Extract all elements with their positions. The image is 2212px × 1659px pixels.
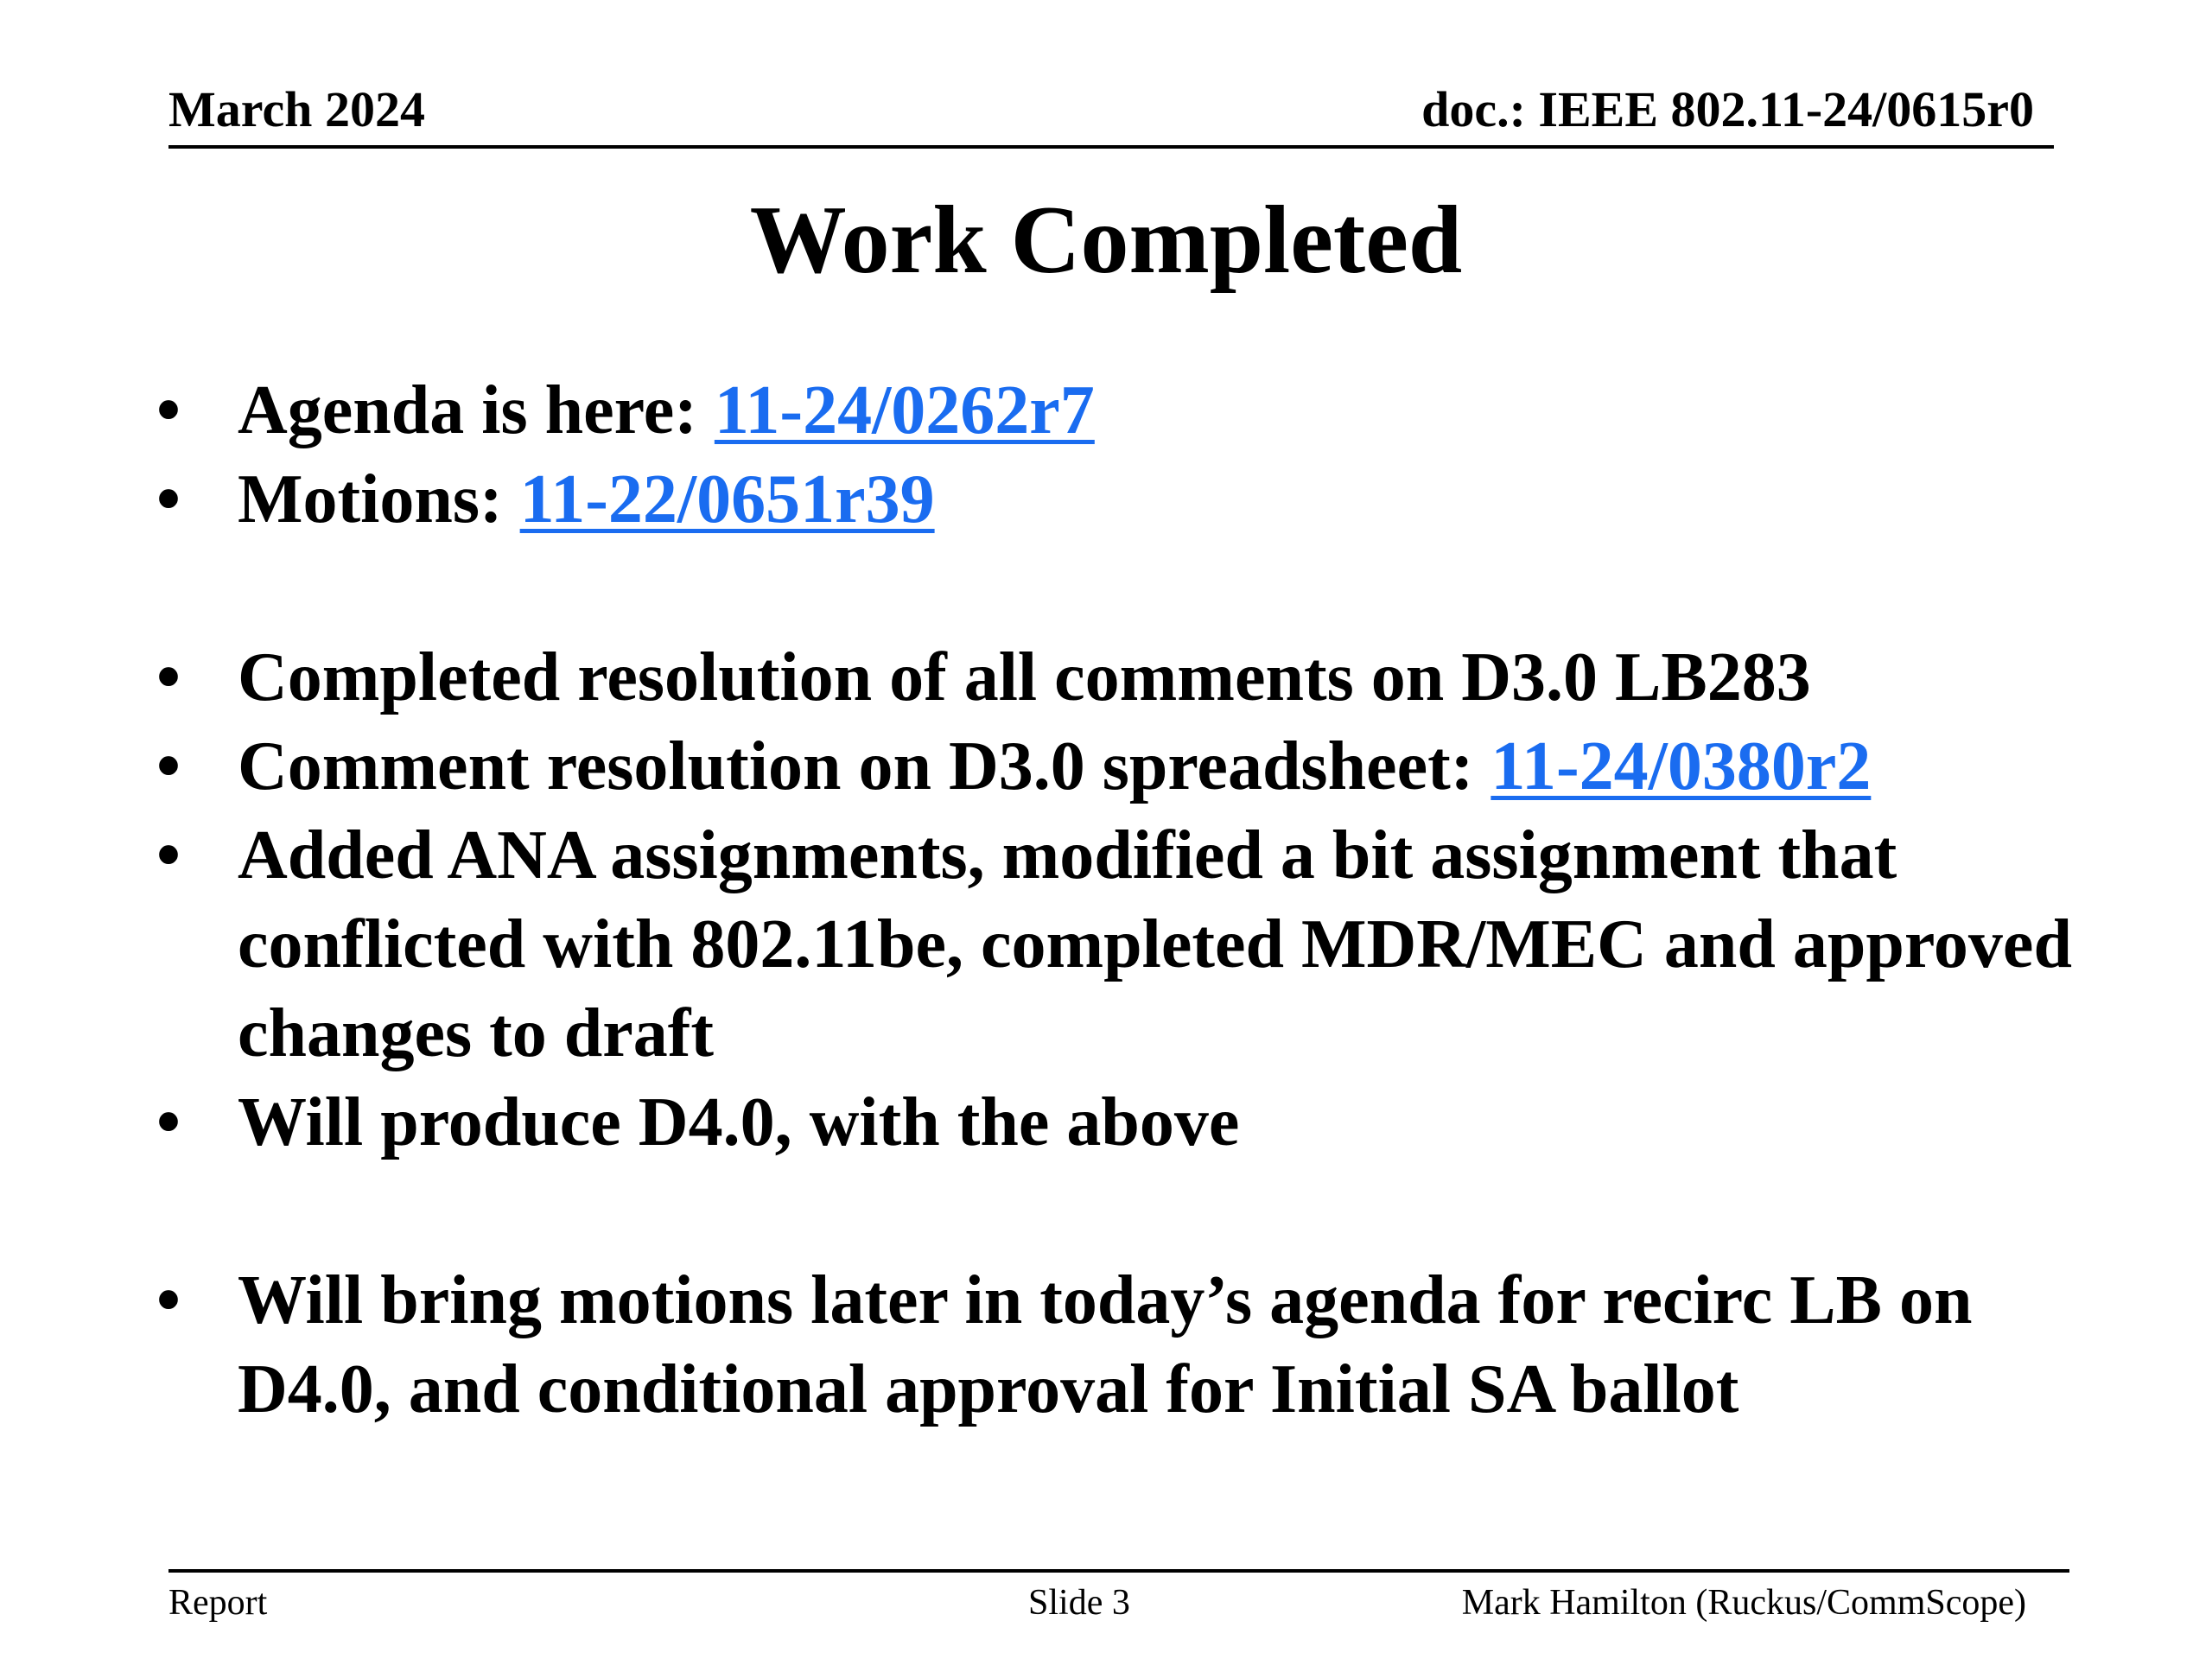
footer-rule xyxy=(168,1569,2069,1573)
motions-link[interactable]: 11-22/0651r39 xyxy=(519,461,935,537)
bullet-dot-icon: • xyxy=(156,1084,181,1160)
bullet-dot-icon: • xyxy=(156,372,181,448)
bullet-item-motions xyxy=(151,455,2121,544)
bullet-item-ana-assignments xyxy=(151,811,2121,1078)
bullet-text: Added ANA assignments, modified a bit assignment that conflicted with 802.11be, completed MDR/MEC and approved changes to draft xyxy=(238,817,2072,1071)
bullet-dot-icon: • xyxy=(156,639,181,715)
spreadsheet-link[interactable]: 11-24/0380r2 xyxy=(1491,728,1872,804)
footer-author: Mark Hamilton (Ruckus/CommScope) xyxy=(1461,1583,2026,1623)
footer-slide-number: Slide 3 xyxy=(1028,1583,1130,1623)
bullet-item-agenda xyxy=(151,366,2121,455)
bullet-dot-icon: • xyxy=(156,817,181,893)
header-date: March 2024 xyxy=(168,81,425,137)
footer-left: Report xyxy=(168,1583,268,1623)
bullet-text: Will produce D4.0, with the above xyxy=(238,1084,1240,1160)
bullet-item-produce-d4 xyxy=(151,1078,2121,1167)
bullet-dot-icon: • xyxy=(156,728,181,804)
bullet-text: Comment resolution on D3.0 spreadsheet: xyxy=(238,728,1491,804)
header-doc-id: doc.: IEEE 802.11-24/0615r0 xyxy=(1421,81,2034,137)
bullet-text: Agenda is here: xyxy=(238,372,715,448)
header-rule xyxy=(168,145,2054,149)
bullet-dot-icon: • xyxy=(156,461,181,537)
bullet-dot-icon: • xyxy=(156,1262,181,1338)
bullet-item-motions-later xyxy=(151,1256,2121,1434)
agenda-link[interactable]: 11-24/0262r7 xyxy=(714,372,1095,448)
slide-title: Work Completed xyxy=(749,187,1463,294)
bullet-text: Completed resolution of all comments on D3.0 LB283 xyxy=(238,639,1811,715)
bullet-item-spreadsheet xyxy=(151,722,2121,811)
bullet-item-completed-resolution xyxy=(151,633,2121,722)
bullet-list xyxy=(151,366,2121,1434)
bullet-text: Motions: xyxy=(238,461,520,537)
bullet-text: Will bring motions later in today’s agenda for recirc LB on D4.0, and conditional approval for Initial SA ballot xyxy=(238,1262,1973,1427)
